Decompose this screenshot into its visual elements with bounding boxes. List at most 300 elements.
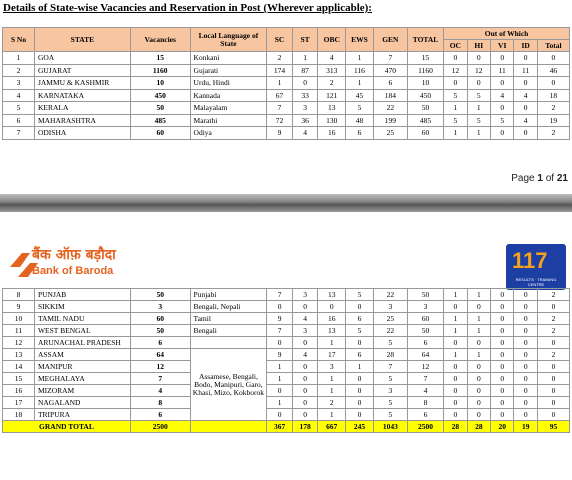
col-out-of-which: Out of Which bbox=[444, 28, 570, 40]
cell-ews: 6 bbox=[346, 349, 374, 361]
page-current: 1 bbox=[537, 173, 543, 184]
cell-gen: 25 bbox=[373, 127, 407, 140]
cell-vac: 8 bbox=[130, 397, 190, 409]
cell-lang: Marathi bbox=[190, 114, 267, 127]
cell-obc: 121 bbox=[318, 89, 346, 102]
col-st: ST bbox=[292, 28, 318, 52]
cell-total: 485 bbox=[407, 114, 443, 127]
cell-gen: 22 bbox=[373, 289, 407, 301]
cell-ews: 0 bbox=[346, 409, 374, 421]
cell-sc: 1 bbox=[267, 77, 293, 90]
cell-state: KARNATAKA bbox=[34, 89, 130, 102]
cell-st: 4 bbox=[292, 349, 318, 361]
cell-vac: 60 bbox=[130, 127, 190, 140]
cell-sc: 7 bbox=[267, 325, 293, 337]
table-row bbox=[3, 313, 570, 325]
cell-lang: Kannada bbox=[190, 89, 267, 102]
cell-total: 450 bbox=[407, 89, 443, 102]
cell-gen: 3 bbox=[373, 301, 407, 313]
cell-vac: 12 bbox=[130, 361, 190, 373]
cell-gen: 25 bbox=[373, 313, 407, 325]
cell-lang: Assamese, Bengali, Bodo, Manipuri, Garo, Khasi, Mizo, Kokborok bbox=[190, 349, 267, 421]
cell-ews: 6 bbox=[346, 127, 374, 140]
cell-state: NAGALAND bbox=[34, 397, 130, 409]
cell-st: 36 bbox=[292, 114, 318, 127]
cell-tot: 46 bbox=[537, 64, 569, 77]
cell-sno: 15 bbox=[3, 373, 35, 385]
cell-ews: 1 bbox=[346, 52, 374, 65]
page-footer bbox=[511, 173, 568, 184]
cell-oc: 0 bbox=[444, 77, 467, 90]
cell-sno: 16 bbox=[3, 385, 35, 397]
grand-total-st: 178 bbox=[292, 421, 318, 433]
cell-sno: 12 bbox=[3, 337, 35, 349]
cell-state: MANIPUR bbox=[34, 361, 130, 373]
cell-st: 0 bbox=[292, 373, 318, 385]
table-row bbox=[3, 102, 570, 115]
grand-total-lang bbox=[190, 421, 267, 433]
cell-id: 0 bbox=[514, 361, 537, 373]
cell-obc: 16 bbox=[318, 127, 346, 140]
cell-gen: 5 bbox=[373, 373, 407, 385]
cell-sno: 14 bbox=[3, 361, 35, 373]
cell-obc: 13 bbox=[318, 289, 346, 301]
cell-st: 3 bbox=[292, 325, 318, 337]
cell-tot: 2 bbox=[537, 102, 569, 115]
cell-vi: 0 bbox=[491, 337, 514, 349]
cell-sc: 2 bbox=[267, 52, 293, 65]
table-row bbox=[3, 337, 570, 349]
cell-tot: 18 bbox=[537, 89, 569, 102]
cell-st: 4 bbox=[292, 313, 318, 325]
vacancy-table-page2 bbox=[2, 288, 570, 433]
cell-ews: 5 bbox=[346, 102, 374, 115]
cell-vac: 50 bbox=[130, 289, 190, 301]
table-row bbox=[3, 52, 570, 65]
cell-vac: 1160 bbox=[130, 64, 190, 77]
col-sno: S No bbox=[3, 28, 35, 52]
vacancy-table-page1 bbox=[2, 27, 570, 140]
cell-vac: 50 bbox=[130, 102, 190, 115]
table-row bbox=[3, 77, 570, 90]
cell-total: 15 bbox=[407, 52, 443, 65]
cell-obc: 0 bbox=[318, 301, 346, 313]
grand-total-ews: 245 bbox=[346, 421, 374, 433]
cell-hi: 1 bbox=[467, 313, 490, 325]
cell-ews: 1 bbox=[346, 77, 374, 90]
cell-id: 0 bbox=[514, 409, 537, 421]
table-row bbox=[3, 361, 570, 373]
cell-vac: 7 bbox=[130, 373, 190, 385]
cell-vi: 0 bbox=[491, 301, 514, 313]
cell-total: 8 bbox=[407, 397, 443, 409]
cell-oc: 0 bbox=[444, 409, 467, 421]
badge-subtitle: RESULTS · TRAINING CENTRE bbox=[515, 277, 557, 287]
cell-ews: 0 bbox=[346, 301, 374, 313]
table-row bbox=[3, 325, 570, 337]
cell-lang: Bengali bbox=[190, 325, 267, 337]
cell-gen: 3 bbox=[373, 385, 407, 397]
grand-total-vac: 2500 bbox=[130, 421, 190, 433]
cell-vi: 0 bbox=[491, 409, 514, 421]
cell-id: 0 bbox=[514, 325, 537, 337]
col-vi: VI bbox=[490, 40, 513, 52]
logo-hindi: बैंक ऑफ़ बड़ौदा bbox=[32, 247, 116, 263]
cell-hi: 1 bbox=[467, 289, 490, 301]
cell-vi: 0 bbox=[491, 313, 514, 325]
cell-sno: 6 bbox=[3, 114, 35, 127]
cell-tot: 19 bbox=[537, 114, 569, 127]
cell-id: 11 bbox=[514, 64, 537, 77]
cell-tot: 0 bbox=[537, 301, 569, 313]
cell-sc: 9 bbox=[267, 349, 293, 361]
grand-total-row bbox=[3, 421, 570, 433]
cell-sno: 7 bbox=[3, 127, 35, 140]
cell-vi: 4 bbox=[490, 89, 513, 102]
cell-ews: 0 bbox=[346, 397, 374, 409]
cell-lang bbox=[190, 337, 267, 349]
cell-oc: 0 bbox=[444, 337, 467, 349]
cell-st: 33 bbox=[292, 89, 318, 102]
cell-gen: 7 bbox=[373, 361, 407, 373]
cell-id: 4 bbox=[514, 89, 537, 102]
cell-state: WEST BENGAL bbox=[34, 325, 130, 337]
cell-sc: 1 bbox=[267, 373, 293, 385]
col-ews: EWS bbox=[346, 28, 374, 52]
cell-hi: 0 bbox=[467, 337, 490, 349]
cell-lang: Punjabi bbox=[190, 289, 267, 301]
cell-sc: 72 bbox=[267, 114, 293, 127]
cell-st: 0 bbox=[292, 77, 318, 90]
cell-lang: Gujarati bbox=[190, 64, 267, 77]
grand-total-total: 2500 bbox=[407, 421, 443, 433]
cell-hi: 1 bbox=[467, 102, 490, 115]
cell-vac: 6 bbox=[130, 409, 190, 421]
cell-sc: 7 bbox=[267, 102, 293, 115]
cell-hi: 5 bbox=[467, 114, 490, 127]
cell-state: TAMIL NADU bbox=[34, 313, 130, 325]
cell-st: 87 bbox=[292, 64, 318, 77]
cell-obc: 1 bbox=[318, 409, 346, 421]
cell-sno: 10 bbox=[3, 313, 35, 325]
cell-ews: 45 bbox=[346, 89, 374, 102]
cell-vi: 0 bbox=[490, 52, 513, 65]
cell-id: 0 bbox=[514, 52, 537, 65]
grand-total-hi: 28 bbox=[467, 421, 490, 433]
cell-id: 0 bbox=[514, 373, 537, 385]
page-gap bbox=[0, 212, 572, 242]
cell-obc: 1 bbox=[318, 373, 346, 385]
cell-ews: 0 bbox=[346, 385, 374, 397]
table-row bbox=[3, 64, 570, 77]
cell-vac: 15 bbox=[130, 52, 190, 65]
cell-vi: 0 bbox=[491, 325, 514, 337]
grand-total-tot: 95 bbox=[537, 421, 569, 433]
cell-vac: 450 bbox=[130, 89, 190, 102]
cell-hi: 0 bbox=[467, 77, 490, 90]
grand-total-obc: 667 bbox=[318, 421, 346, 433]
cell-ews: 1 bbox=[346, 361, 374, 373]
cell-id: 0 bbox=[514, 349, 537, 361]
page-separator bbox=[0, 194, 572, 212]
page-heading: Details of State-wise Vacancies and Reservation in Post (Wherever applicable): bbox=[3, 2, 372, 14]
cell-ews: 6 bbox=[346, 313, 374, 325]
col-gen: GEN bbox=[373, 28, 407, 52]
cell-gen: 22 bbox=[373, 325, 407, 337]
cell-state: MEGHALAYA bbox=[34, 373, 130, 385]
table-row bbox=[3, 289, 570, 301]
cell-tot: 0 bbox=[537, 397, 569, 409]
table-row bbox=[3, 409, 570, 421]
cell-st: 0 bbox=[292, 301, 318, 313]
cell-hi: 0 bbox=[467, 373, 490, 385]
cell-gen: 22 bbox=[373, 102, 407, 115]
cell-sno: 1 bbox=[3, 52, 35, 65]
cell-ews: 0 bbox=[346, 337, 374, 349]
cell-hi: 1 bbox=[467, 127, 490, 140]
cell-vi: 0 bbox=[491, 385, 514, 397]
grand-total-oc: 28 bbox=[444, 421, 467, 433]
cell-id: 0 bbox=[514, 289, 537, 301]
cell-obc: 2 bbox=[318, 397, 346, 409]
cell-oc: 1 bbox=[444, 102, 467, 115]
cell-st: 3 bbox=[292, 289, 318, 301]
cell-st: 0 bbox=[292, 385, 318, 397]
col-obc: OBC bbox=[318, 28, 346, 52]
cell-hi: 0 bbox=[467, 409, 490, 421]
cell-sno: 13 bbox=[3, 349, 35, 361]
cell-vac: 485 bbox=[130, 114, 190, 127]
cell-st: 0 bbox=[292, 361, 318, 373]
cell-tot: 0 bbox=[537, 337, 569, 349]
cell-st: 0 bbox=[292, 337, 318, 349]
cell-st: 3 bbox=[292, 102, 318, 115]
col-total: TOTAL bbox=[407, 28, 443, 52]
cell-id: 0 bbox=[514, 127, 537, 140]
cell-total: 1160 bbox=[407, 64, 443, 77]
cell-vac: 50 bbox=[130, 325, 190, 337]
cell-obc: 17 bbox=[318, 349, 346, 361]
cell-oc: 0 bbox=[444, 397, 467, 409]
badge-number: 117 bbox=[512, 248, 548, 273]
col-state: STATE bbox=[34, 28, 130, 52]
cell-gen: 5 bbox=[373, 397, 407, 409]
cell-sc: 1 bbox=[267, 397, 293, 409]
cell-vac: 60 bbox=[130, 313, 190, 325]
cell-state: GOA bbox=[34, 52, 130, 65]
page-of: of bbox=[542, 173, 557, 184]
cell-oc: 0 bbox=[444, 373, 467, 385]
cell-tot: 2 bbox=[537, 127, 569, 140]
cell-vac: 4 bbox=[130, 385, 190, 397]
page-total: 21 bbox=[556, 173, 568, 184]
cell-vi: 0 bbox=[491, 289, 514, 301]
cell-oc: 12 bbox=[444, 64, 467, 77]
cell-oc: 0 bbox=[444, 361, 467, 373]
cell-lang: Urdu, Hindi bbox=[190, 77, 267, 90]
cell-hi: 0 bbox=[467, 52, 490, 65]
cell-vac: 64 bbox=[130, 349, 190, 361]
cell-hi: 0 bbox=[467, 397, 490, 409]
cell-gen: 470 bbox=[373, 64, 407, 77]
cell-vi: 0 bbox=[491, 361, 514, 373]
cell-state: GUJARAT bbox=[34, 64, 130, 77]
cell-hi: 1 bbox=[467, 325, 490, 337]
cell-state: MAHARASHTRA bbox=[34, 114, 130, 127]
cell-oc: 1 bbox=[444, 313, 467, 325]
cell-id: 4 bbox=[514, 114, 537, 127]
cell-lang: Malayalam bbox=[190, 102, 267, 115]
table-row bbox=[3, 349, 570, 361]
cell-obc: 3 bbox=[318, 361, 346, 373]
col-language: Local Language of State bbox=[190, 28, 267, 52]
cell-total: 64 bbox=[407, 349, 443, 361]
cell-total: 60 bbox=[407, 127, 443, 140]
cell-vi: 0 bbox=[490, 102, 513, 115]
cell-vac: 10 bbox=[130, 77, 190, 90]
cell-obc: 13 bbox=[318, 102, 346, 115]
cell-gen: 28 bbox=[373, 349, 407, 361]
cell-state: JAMMU & KASHMIR bbox=[34, 77, 130, 90]
cell-obc: 1 bbox=[318, 337, 346, 349]
cell-sc: 9 bbox=[267, 313, 293, 325]
cell-tot: 0 bbox=[537, 52, 569, 65]
cell-st: 0 bbox=[292, 409, 318, 421]
cell-gen: 7 bbox=[373, 52, 407, 65]
cell-tot: 0 bbox=[537, 409, 569, 421]
cell-oc: 1 bbox=[444, 127, 467, 140]
cell-tot: 2 bbox=[537, 349, 569, 361]
cell-obc: 130 bbox=[318, 114, 346, 127]
col-id: ID bbox=[514, 40, 537, 52]
table-row bbox=[3, 373, 570, 385]
cell-state: ODISHA bbox=[34, 127, 130, 140]
cell-total: 50 bbox=[407, 289, 443, 301]
cell-sc: 174 bbox=[267, 64, 293, 77]
cell-vi: 0 bbox=[491, 373, 514, 385]
cell-vi: 0 bbox=[490, 127, 513, 140]
cell-id: 0 bbox=[514, 337, 537, 349]
cell-total: 50 bbox=[407, 102, 443, 115]
cell-st: 0 bbox=[292, 397, 318, 409]
cell-sc: 0 bbox=[267, 409, 293, 421]
cell-gen: 199 bbox=[373, 114, 407, 127]
cell-sno: 9 bbox=[3, 301, 35, 313]
col-sc: SC bbox=[267, 28, 293, 52]
cell-vac: 3 bbox=[130, 301, 190, 313]
cell-id: 0 bbox=[514, 313, 537, 325]
cell-ews: 5 bbox=[346, 289, 374, 301]
cell-state: TRIPURA bbox=[34, 409, 130, 421]
cell-tot: 2 bbox=[537, 325, 569, 337]
cell-lang: Konkani bbox=[190, 52, 267, 65]
cell-oc: 0 bbox=[444, 52, 467, 65]
cell-total: 12 bbox=[407, 361, 443, 373]
cell-sno: 8 bbox=[3, 289, 35, 301]
cell-lang: Odiya bbox=[190, 127, 267, 140]
col-oc: OC bbox=[444, 40, 467, 52]
page-prefix: Page bbox=[511, 173, 538, 184]
cell-total: 6 bbox=[407, 337, 443, 349]
grand-total-sc: 367 bbox=[267, 421, 293, 433]
cell-hi: 0 bbox=[467, 385, 490, 397]
grand-total-gen: 1043 bbox=[373, 421, 407, 433]
cell-tot: 0 bbox=[537, 385, 569, 397]
cell-tot: 0 bbox=[537, 373, 569, 385]
cell-oc: 1 bbox=[444, 289, 467, 301]
table-row bbox=[3, 301, 570, 313]
cell-oc: 1 bbox=[444, 349, 467, 361]
cell-state: KERALA bbox=[34, 102, 130, 115]
cell-oc: 0 bbox=[444, 385, 467, 397]
cell-obc: 4 bbox=[318, 52, 346, 65]
cell-hi: 0 bbox=[467, 361, 490, 373]
cell-state: MIZORAM bbox=[34, 385, 130, 397]
cell-sno: 2 bbox=[3, 64, 35, 77]
cell-st: 4 bbox=[292, 127, 318, 140]
cell-state: ARUNACHAL PRADESH bbox=[34, 337, 130, 349]
cell-sc: 0 bbox=[267, 337, 293, 349]
cell-total: 60 bbox=[407, 313, 443, 325]
cell-vi: 0 bbox=[490, 77, 513, 90]
cell-sno: 17 bbox=[3, 397, 35, 409]
cell-gen: 5 bbox=[373, 409, 407, 421]
cell-obc: 1 bbox=[318, 385, 346, 397]
cell-st: 1 bbox=[292, 52, 318, 65]
cell-state: SIKKIM bbox=[34, 301, 130, 313]
cell-id: 0 bbox=[514, 385, 537, 397]
cell-hi: 12 bbox=[467, 64, 490, 77]
cell-lang: Bengali, Nepali bbox=[190, 301, 267, 313]
cell-sc: 0 bbox=[267, 301, 293, 313]
cell-sc: 67 bbox=[267, 89, 293, 102]
table-row bbox=[3, 397, 570, 409]
cell-id: 0 bbox=[514, 102, 537, 115]
col-hi: HI bbox=[467, 40, 490, 52]
cell-tot: 0 bbox=[537, 361, 569, 373]
table-row bbox=[3, 114, 570, 127]
cell-tot: 2 bbox=[537, 289, 569, 301]
centre-badge bbox=[506, 244, 566, 290]
cell-gen: 6 bbox=[373, 77, 407, 90]
cell-sno: 18 bbox=[3, 409, 35, 421]
grand-total-label: GRAND TOTAL bbox=[3, 421, 131, 433]
cell-sno: 3 bbox=[3, 77, 35, 90]
cell-obc: 13 bbox=[318, 325, 346, 337]
cell-tot: 2 bbox=[537, 313, 569, 325]
cell-sc: 0 bbox=[267, 385, 293, 397]
cell-oc: 5 bbox=[444, 114, 467, 127]
cell-total: 7 bbox=[407, 373, 443, 385]
cell-state: PUNJAB bbox=[34, 289, 130, 301]
grand-total-id: 19 bbox=[514, 421, 537, 433]
cell-ews: 0 bbox=[346, 373, 374, 385]
cell-vi: 11 bbox=[490, 64, 513, 77]
cell-hi: 1 bbox=[467, 349, 490, 361]
cell-sc: 7 bbox=[267, 289, 293, 301]
col-sub-total: Total bbox=[537, 40, 569, 52]
cell-gen: 5 bbox=[373, 337, 407, 349]
cell-oc: 5 bbox=[444, 89, 467, 102]
cell-vi: 0 bbox=[491, 349, 514, 361]
cell-sc: 1 bbox=[267, 361, 293, 373]
cell-ews: 5 bbox=[346, 325, 374, 337]
cell-ews: 48 bbox=[346, 114, 374, 127]
cell-sno: 4 bbox=[3, 89, 35, 102]
cell-vac: 6 bbox=[130, 337, 190, 349]
cell-sno: 11 bbox=[3, 325, 35, 337]
cell-hi: 0 bbox=[467, 301, 490, 313]
